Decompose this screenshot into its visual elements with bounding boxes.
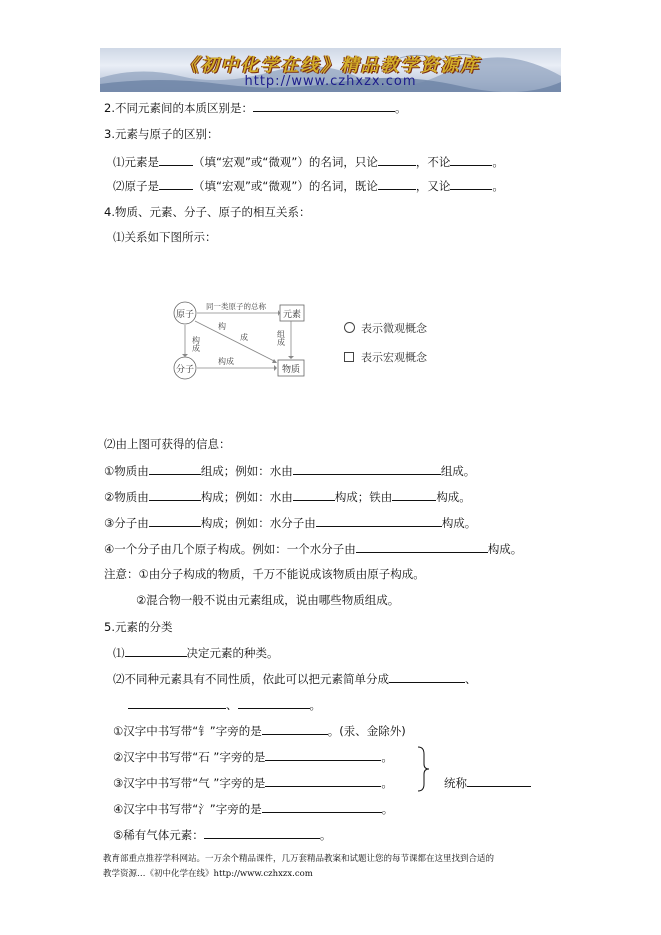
element-node-label: 元素 [282,310,302,320]
answer-blank[interactable] [238,697,310,709]
question-2: 2.不同元素间的本质区别是： 。 [104,101,407,115]
answer-blank[interactable] [378,154,416,166]
substance-node-label: 物质 [281,365,301,375]
relationship-diagram [170,296,310,382]
arrow-label-diagonal-1: 构 [218,322,226,331]
question-4-1: ⑴关系如下图所示： [113,230,217,244]
answer-blank[interactable] [293,489,335,501]
atom-node-label: 原子 [175,310,195,320]
class-1: ①汉字中书写带“钅”字旁的是 。(汞、金除外) [113,724,406,738]
answer-blank[interactable] [262,801,382,813]
class-4: ④汉字中书写带“氵”字旁的是 。 [113,802,394,816]
square-icon [344,352,354,362]
question-3-title: 3.元素与原子的区别： [104,127,219,141]
banner-url[interactable]: http://www.czhxzx.com [244,74,417,89]
legend-macro: 表示宏观概念 [344,349,427,365]
question-5-1: ⑴ 决定元素的种类。 [113,646,279,660]
arrow-label-right: 组成 [276,330,286,346]
arrow-label-bottom: 构成 [218,357,234,366]
answer-blank[interactable] [392,489,436,501]
info-1: ①物质由 组成；例如：水由 组成。 [104,464,476,478]
answer-blank[interactable] [159,178,193,190]
info-4: ④一个分子由几个原子构成。例如：一个水分子由 构成。 [104,542,523,556]
arrow-label-left: 构成 [191,336,201,352]
circle-icon [344,322,355,333]
arrowhead [288,356,294,359]
answer-blank[interactable] [293,463,441,475]
arrowhead [272,359,277,363]
question-4-title: 4.物质、元素、分子、原子的相互关系： [104,205,311,219]
info-2: ②物质由 构成；例如：水由 构成；铁由 构成。 [104,490,471,504]
answer-blank[interactable] [356,541,488,553]
question-4-2: ⑵由上图可获得的信息： [104,437,231,451]
answer-blank[interactable] [265,775,381,787]
arrow-label-top: 同一类原子的总称 [206,302,266,311]
answer-blank[interactable] [450,178,492,190]
footer-note [103,852,573,882]
answer-blank[interactable] [265,749,381,761]
header-banner [100,48,561,92]
arrowhead [274,365,277,371]
answer-blank[interactable] [125,645,187,657]
answer-blank[interactable] [316,515,442,527]
legend-micro: 表示微观概念 [344,320,427,336]
answer-blank[interactable] [149,463,201,475]
collective-name: 统称 [444,775,531,790]
footer-line-1: 教育部重点推荐学科网站。一万余个精品课件，几万套精品教案和试题让您的每节课都在这里找到合适的 [103,854,495,864]
answer-blank[interactable] [389,671,465,683]
arrowhead [182,354,188,357]
note-1: 注意：①由分子构成的物质，千万不能说成该物质由原子构成。 [104,567,425,581]
molecule-node-label: 分子 [175,365,195,375]
answer-blank[interactable] [378,178,416,190]
footer-line-2[interactable]: 教学资源…《初中化学在线》http://www.czhxzx.com [103,869,313,879]
class-3: ③汉字中书写带“气 ”字旁的是 。 [113,776,393,790]
right-brace-icon [416,746,430,792]
answer-blank[interactable] [149,515,201,527]
info-3: ③分子由 构成；例如：水分子由 构成。 [104,516,477,530]
class-2: ②汉字中书写带“石 ”字旁的是 。 [113,750,393,764]
banner-title: 《初中化学在线》精品教学资源库 [180,55,481,76]
question-5-2-cont: 、 。 [128,697,321,712]
question-5-2: ⑵不同种元素具有不同性质，依此可以把元素简单分成 、 [113,672,477,686]
answer-blank[interactable] [262,723,328,735]
answer-blank[interactable] [467,775,531,787]
answer-blank[interactable] [159,154,193,166]
question-5-title: 5.元素的分类 [104,620,173,634]
question-3-2: ⑵原子是 （填“宏观”或“微观”）的名词，既论 ，又论 。 [113,179,504,193]
answer-blank[interactable] [204,827,320,839]
class-5: ⑤稀有气体元素： 。 [113,828,332,842]
answer-blank[interactable] [450,154,492,166]
answer-blank[interactable] [128,697,226,709]
arrow-label-diagonal-2: 成 [240,333,248,342]
note-2: ②混合物一般不说由元素组成，说由哪些物质组成。 [136,593,400,607]
answer-blank[interactable] [149,489,201,501]
question-3-1: ⑴元素是 （填“宏观”或“微观”）的名词，只论 ，不论 。 [113,155,504,169]
answer-blank[interactable] [253,100,395,112]
arrow-atom-to-substance [195,321,276,362]
